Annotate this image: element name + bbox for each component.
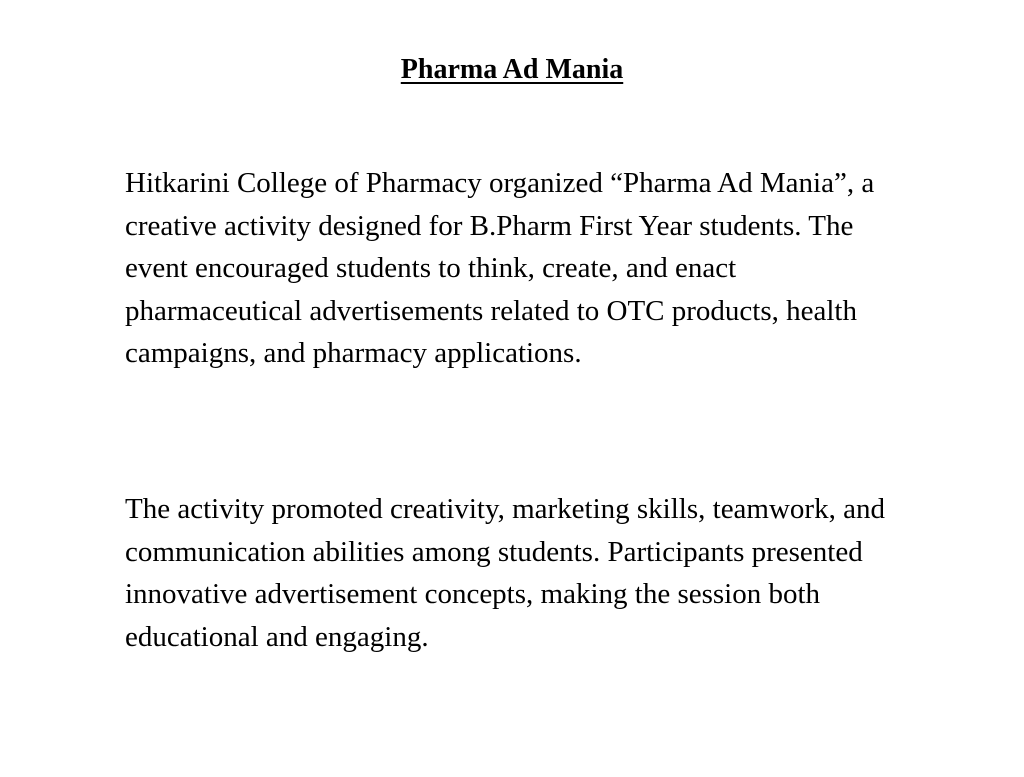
paragraph-event-description: Hitkarini College of Pharmacy organized “Pharma Ad Mania”, a creative activity designed for B.Pharm First Year students. The event encouraged students to think, create, and enact pharmaceutical advertisements related to OTC products, health campaigns, and pharmacy applications. — [125, 167, 875, 370]
slide-title: Pharma Ad Mania — [400, 54, 624, 85]
paragraph-event-outcome: The activity promoted creativity, marketing skills, teamwork, and communication abilities among students. Participants presented innovative advertisement concepts, making the session both educational and engaging. — [125, 493, 885, 653]
